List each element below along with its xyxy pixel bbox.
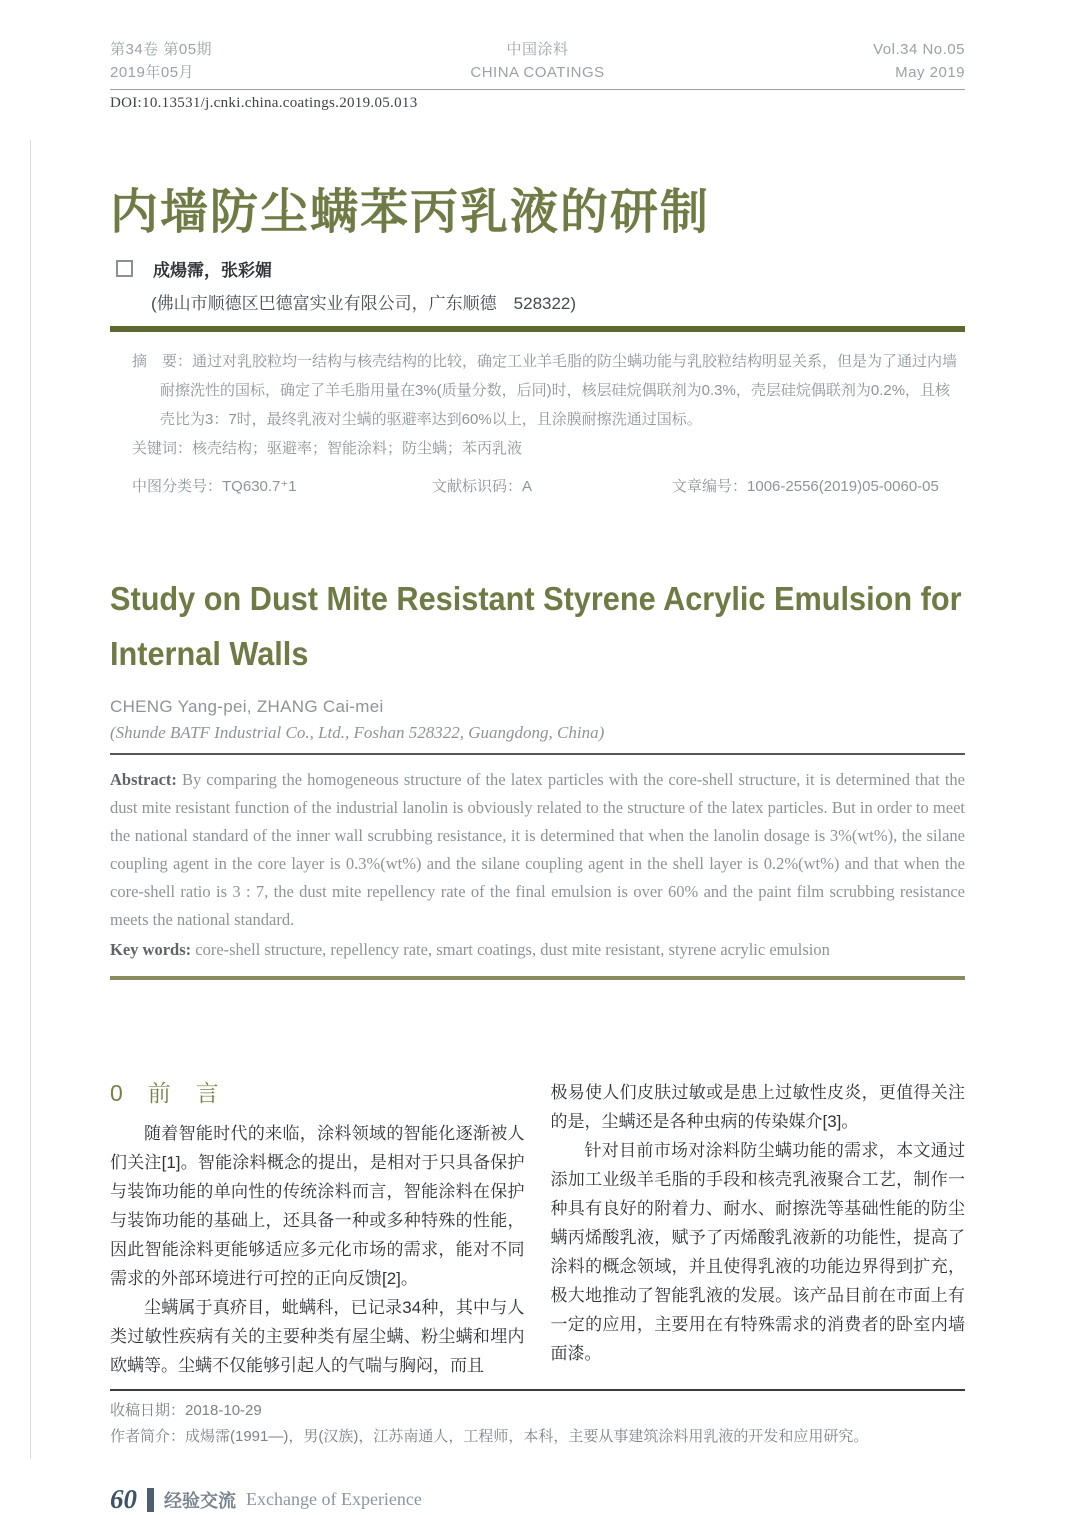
- body-columns: [110, 1078, 965, 1380]
- keywords-label-cn: 关键词：: [132, 440, 193, 457]
- affiliation-cn: (佛山市顺德区巴德富实业有限公司，广东顺德 528322): [151, 294, 577, 313]
- abstract-en: [110, 766, 965, 934]
- page-footer: [110, 1484, 965, 1515]
- paragraph-2: 尘螨属于真疥目，蚍螨科，已记录34种，其中与人类过敏性疾病有关的主要种类有屋尘螨、粉尘螨和埋内欧螨等。尘螨不仅能够引起人的气喘与胸闷，而且: [110, 1298, 525, 1375]
- footnote-block: [110, 1398, 965, 1450]
- abstract-label-cn: 摘 要：: [132, 353, 193, 370]
- article-number: 文章编号：1006-2556(2019)05-0060-05: [672, 478, 939, 495]
- article-title-en-line2: Internal Walls: [110, 635, 309, 672]
- document-code: 文献标识码：A: [432, 478, 533, 495]
- issue-date-en: May 2019: [895, 64, 965, 81]
- keywords-text-en: core-shell structure, repellency rate, smart coatings, dust mite resistant, styrene acrylic emulsion: [191, 940, 830, 959]
- column-right: [551, 1078, 966, 1380]
- clc-number: 中图分类号：TQ630.7⁺1: [132, 478, 297, 495]
- author-marker-square: [116, 260, 133, 277]
- issue-date-cn: 2019年05月: [110, 64, 195, 81]
- footer-section-en: Exchange of Experience: [246, 1489, 422, 1509]
- received-date: 收稿日期：2018-10-29: [110, 1402, 262, 1419]
- doi-text: DOI:10.13531/j.cnki.china.coatings.2019.05.013: [110, 95, 418, 111]
- header-left: [110, 38, 377, 84]
- authors-en: CHENG Yang-pei, ZHANG Cai-mei: [110, 697, 384, 716]
- keywords-divider: [110, 976, 965, 980]
- paragraph-3: 针对目前市场对涂料防尘螨功能的需求，本文通过添加工业级羊毛脂的手段和核壳乳液聚合工艺，制作一种具有良好的附着力、耐水、耐擦洗等基础性能的防尘螨丙烯酸乳液，赋予了丙烯酸乳液新的功能性，提高了涂料的概念领域，并且使得乳液的功能边界得到扩充，极大地推动了智能乳液的发展。该产品目前在市面上有一定的应用，主要用在有特殊需求的消费者的卧室内墙面漆。: [550, 1141, 965, 1363]
- abstract-text-cn: 通过对乳胶粒均一结构与核壳结构的比较，确定工业羊毛脂的防尘螨功能与乳胶粒结构明显关系，但是为了通过内墙耐擦洗性的国标，确定了羊毛脂用量在3%(质量分数，后同)时，核层硅烷偶联剂为0.3%，壳层硅烷偶联剂为0.2%，且核壳比为3：7时，最终乳液对尘螨的驱避率达到60%以上，且涂膜耐擦洗通过国标。: [160, 353, 958, 428]
- volume-issue-cn: 第34卷 第05期: [110, 41, 213, 58]
- abstract-cn: [132, 347, 965, 434]
- paragraph-2-continued: 极易使人们皮肤过敏或是患上过敏性皮炎，更值得关注的是，尘螨还是各种虫病的传染媒介[3]。: [550, 1083, 965, 1131]
- affiliation-en: (Shunde BATF Industrial Co., Ltd., Foshan 528322, Guangdong, China): [110, 723, 605, 742]
- authors-row-cn: [116, 256, 965, 281]
- author-bio: 作者简介：成煬霈(1991—)，男(汉族)，江苏南通人，工程师，本科，主要从事建筑涂料用乳液的开发和应用研究。: [110, 1428, 869, 1445]
- volume-issue-en: Vol.34 No.05: [873, 41, 965, 58]
- article-title-en: [110, 571, 965, 681]
- footer-section-cn: 经验交流: [164, 1490, 236, 1511]
- header-right: [698, 38, 965, 84]
- abstract-label-en: Abstract:: [110, 770, 177, 789]
- keywords-en: [110, 936, 965, 964]
- abstract-block-cn: [132, 347, 965, 463]
- journal-name-cn: 中国涂料: [506, 41, 569, 58]
- keywords-text-cn: 核壳结构；驱避率；智能涂料；防尘螨；苯丙乳液: [192, 440, 523, 457]
- footnote-divider: [110, 1389, 965, 1391]
- keywords-cn: [132, 434, 965, 463]
- authors-cn: 成煬霈，张彩媚: [153, 261, 272, 280]
- section-heading-0: 0 前 言: [110, 1080, 220, 1106]
- header-divider: [110, 89, 965, 90]
- classification-row: [132, 475, 965, 499]
- abstract-text-en: By comparing the homogeneous structure of the latex particles with the core-shell structure, it is determined that the dust mite resistant function of the industrial lanolin is obviously related to the structure of the latex particles. But in order to meet the national standard of the inner wall scrubbing resistance, it is determined that when the lanolin dosage is 3%(wt%), the silane coupling agent in the core layer is 0.3%(wt%) and the silane coupling agent in the shell layer is 0.2%(wt%) and that when the core-shell ratio is 3 : 7, the dust mite repellency rate of the final emulsion is over 60% and the paint film scrubbing resistance meets the national standard.: [110, 770, 965, 929]
- footer-bar-icon: [147, 1488, 154, 1512]
- journal-name-en: CHINA COATINGS: [470, 64, 605, 81]
- english-divider: [110, 753, 965, 755]
- column-left: [110, 1078, 525, 1380]
- paragraph-1: 随着智能时代的来临，涂料领域的智能化逐渐被人们关注[1]。智能涂料概念的提出，是相对于只具备保护与装饰功能的单向性的传统涂料而言，智能涂料在保护与装饰功能的基础上，还具备一种或多种特殊的性能，因此智能涂料更能够适应多元化市场的需求，能对不同需求的外部环境进行可控的正向反馈[2]。: [110, 1124, 525, 1288]
- header-center: [377, 38, 698, 84]
- title-divider: [110, 326, 965, 332]
- article-title-en-line1: Study on Dust Mite Resistant Styrene Acrylic Emulsion for: [110, 580, 962, 617]
- keywords-label-en: Key words:: [110, 940, 192, 959]
- journal-header: [110, 38, 965, 112]
- article-title-cn: 内墙防尘螨苯丙乳液的研制: [110, 186, 711, 239]
- page-number: 60: [110, 1484, 137, 1514]
